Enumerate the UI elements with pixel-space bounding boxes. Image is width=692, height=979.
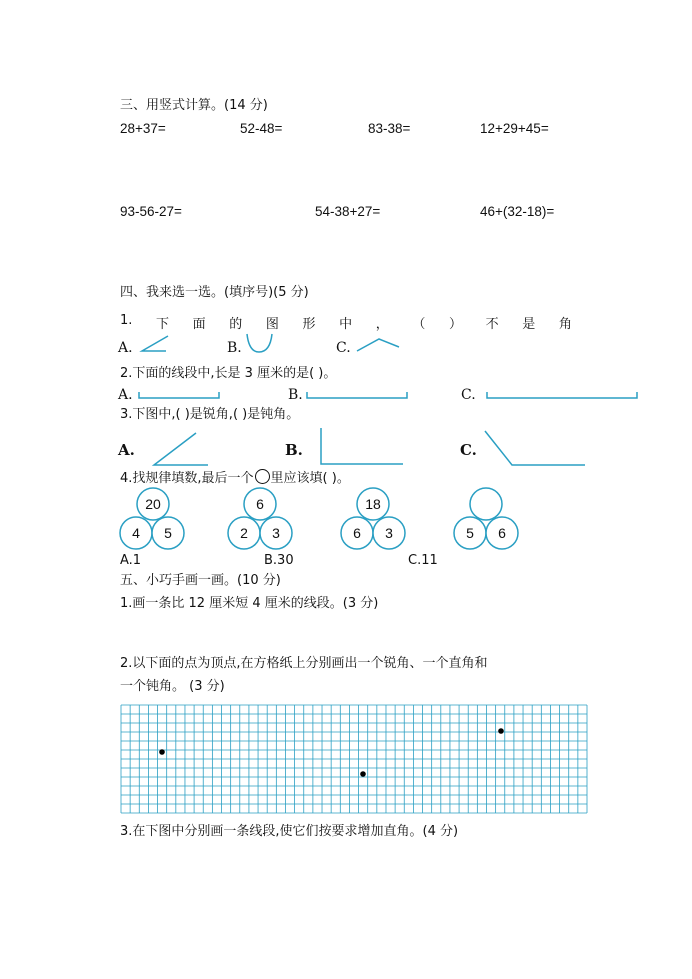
q4-group-3-left: 6 bbox=[353, 525, 361, 541]
calc-2: 52-48= bbox=[240, 121, 283, 136]
q4-text-before: 4.找规律填数,最后一个 bbox=[120, 471, 254, 486]
q3-option-b-label: B. bbox=[285, 441, 303, 459]
q1-char: 1. bbox=[120, 313, 133, 328]
q4-group-2 bbox=[228, 488, 292, 549]
q1-char: ） bbox=[449, 317, 463, 332]
s5-q1: 1.画一条比 12 厘米短 4 厘米的线段。(3 分) bbox=[120, 596, 379, 611]
q1-char: 形 bbox=[302, 317, 316, 332]
q1-option-b-label: B. bbox=[227, 340, 242, 356]
q1-char: ， bbox=[375, 317, 389, 332]
q3-option-c-label: C. bbox=[460, 441, 477, 459]
q2-option-b-label: B. bbox=[288, 387, 303, 403]
q4-group-3-top: 18 bbox=[365, 496, 381, 512]
q4-answer-b: B.30 bbox=[264, 553, 294, 568]
q4-group-4-left: 5 bbox=[466, 525, 474, 541]
calc-5: 93-56-27= bbox=[120, 204, 182, 219]
q4-text-after: 里应该填( )。 bbox=[270, 471, 350, 486]
q1-char: 不 bbox=[485, 317, 499, 332]
q1-char: 的 bbox=[229, 317, 243, 332]
q4-group-2-left: 2 bbox=[240, 525, 248, 541]
q2-question: 2.下面的线段中,长是 3 厘米的是( )。 bbox=[120, 366, 337, 381]
vertex-dot bbox=[498, 728, 504, 734]
q1-char: 角 bbox=[558, 317, 572, 332]
s5-q2-line1: 2.以下面的点为顶点,在方格纸上分别画出一个锐角、一个直角和 bbox=[120, 656, 488, 671]
q3-question: 3.下图中,( )是锐角,( )是钝角。 bbox=[120, 407, 300, 422]
section4-title: 四、我来选一选。(填序号)(5 分) bbox=[120, 285, 309, 300]
section3-title: 三、用竖式计算。(14 分) bbox=[120, 98, 268, 113]
q1-char: 面 bbox=[192, 317, 206, 332]
calc-3: 83-38= bbox=[368, 121, 411, 136]
q1-option-a-label: A. bbox=[118, 340, 133, 356]
s5-q2-line2: 一个钝角。 (3 分) bbox=[120, 679, 225, 694]
q4-group-4 bbox=[454, 488, 518, 549]
s5-q3: 3.在下图中分别画一条线段,使它们按要求增加直角。(4 分) bbox=[120, 824, 459, 839]
grid-paper[interactable] bbox=[120, 704, 588, 814]
calc-6: 54-38+27= bbox=[315, 204, 381, 219]
q4-group-3 bbox=[341, 488, 405, 549]
q4-group-2-right: 3 bbox=[272, 525, 280, 541]
q3-option-a-label: A. bbox=[118, 441, 135, 459]
q2-option-a-label: A. bbox=[118, 387, 133, 403]
q2-option-c-label: C. bbox=[461, 387, 476, 403]
q4-group-4-right: 6 bbox=[498, 525, 506, 541]
section5-title: 五、小巧手画一画。(10 分) bbox=[120, 573, 281, 588]
calc-7: 46+(32-18)= bbox=[480, 204, 555, 219]
q1-char: （ bbox=[412, 317, 426, 332]
calc-1: 28+37= bbox=[120, 121, 166, 136]
q4-group-3-right: 3 bbox=[385, 525, 393, 541]
q1-char: 中 bbox=[339, 317, 353, 332]
q4-answer-c: C.11 bbox=[408, 553, 438, 568]
q1-char: 是 bbox=[522, 317, 536, 332]
q1-option-c-label: C. bbox=[336, 340, 351, 356]
q1-char: 下 bbox=[156, 317, 170, 332]
calc-4: 12+29+45= bbox=[480, 121, 549, 136]
q1-char: 图 bbox=[265, 317, 279, 332]
q4-group-1-top: 20 bbox=[145, 496, 161, 512]
q4-group-1-right: 5 bbox=[164, 525, 172, 541]
q4-group-1 bbox=[120, 488, 184, 549]
q4-answer-a: A.1 bbox=[120, 553, 142, 568]
vertex-dot bbox=[360, 771, 366, 777]
vertex-dot bbox=[159, 749, 165, 755]
q4-group-1-left: 4 bbox=[132, 525, 140, 541]
q4-group-2-top: 6 bbox=[256, 496, 264, 512]
